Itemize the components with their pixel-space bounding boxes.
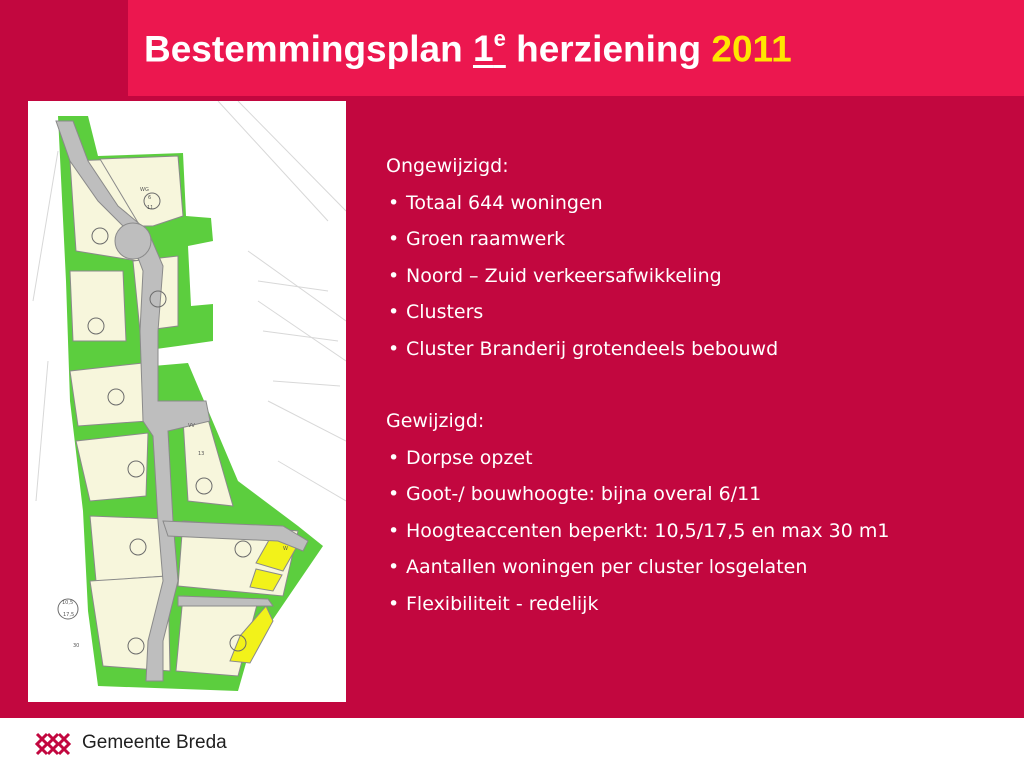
organization-name: Gemeente Breda [82, 732, 227, 753]
changed-item: • Aantallen woningen per cluster losgelaten [386, 549, 1006, 586]
title-ordinal-number: 1 [472, 28, 494, 70]
title-bar [128, 0, 1024, 96]
map-label-height-bottom: 11 [147, 205, 154, 211]
footer-bar [0, 718, 1024, 768]
slide-content [386, 148, 1006, 622]
breda-logo-icon [34, 730, 72, 756]
map-label-plot-code: WG [140, 187, 149, 193]
map-label-road-code: VV [188, 423, 195, 429]
map-label-height-top: 6 [148, 195, 152, 201]
unchanged-item: • Totaal 644 woningen [386, 185, 1006, 222]
map-label-accent-bottom: 17,5 [63, 612, 75, 618]
title-ordinal [473, 28, 506, 69]
changed-item: • Flexibiliteit - redelijk [386, 586, 1006, 623]
zoning-map-drawing [28, 101, 346, 702]
slide-title [144, 28, 792, 70]
section-spacer [386, 367, 1006, 403]
unchanged-item: • Cluster Branderij grotendeels bebouwd [386, 331, 1006, 368]
unchanged-heading: Ongewijzigd: [386, 155, 509, 177]
unchanged-item: • Groen raamwerk [386, 221, 1006, 258]
roundabout [115, 223, 151, 259]
title-ordinal-suffix: e [493, 26, 506, 51]
changed-heading: Gewijzigd: [386, 410, 485, 432]
map-label-yellow-code: W [283, 546, 288, 552]
unchanged-item: • Clusters [386, 294, 1006, 331]
changed-item: • Dorpse opzet [386, 440, 1006, 477]
map-label-plot-number: 13 [198, 451, 205, 457]
title-rest: herziening [505, 28, 712, 70]
map-label-max-height: 30 [73, 643, 80, 649]
map-label-accent-top: 10,5 [62, 600, 74, 606]
unchanged-item: • Noord – Zuid verkeersafwikkeling [386, 258, 1006, 295]
changed-item: • Goot-/ bouwhoogte: bijna overal 6/11 [386, 476, 1006, 513]
zoning-map [28, 101, 346, 702]
left-accent-strip [0, 0, 128, 96]
changed-item: • Hoogteaccenten beperkt: 10,5/17,5 en max 30 m1 [386, 513, 1006, 550]
title-main: Bestemmingsplan [144, 28, 473, 70]
title-year: 2011 [711, 28, 792, 70]
